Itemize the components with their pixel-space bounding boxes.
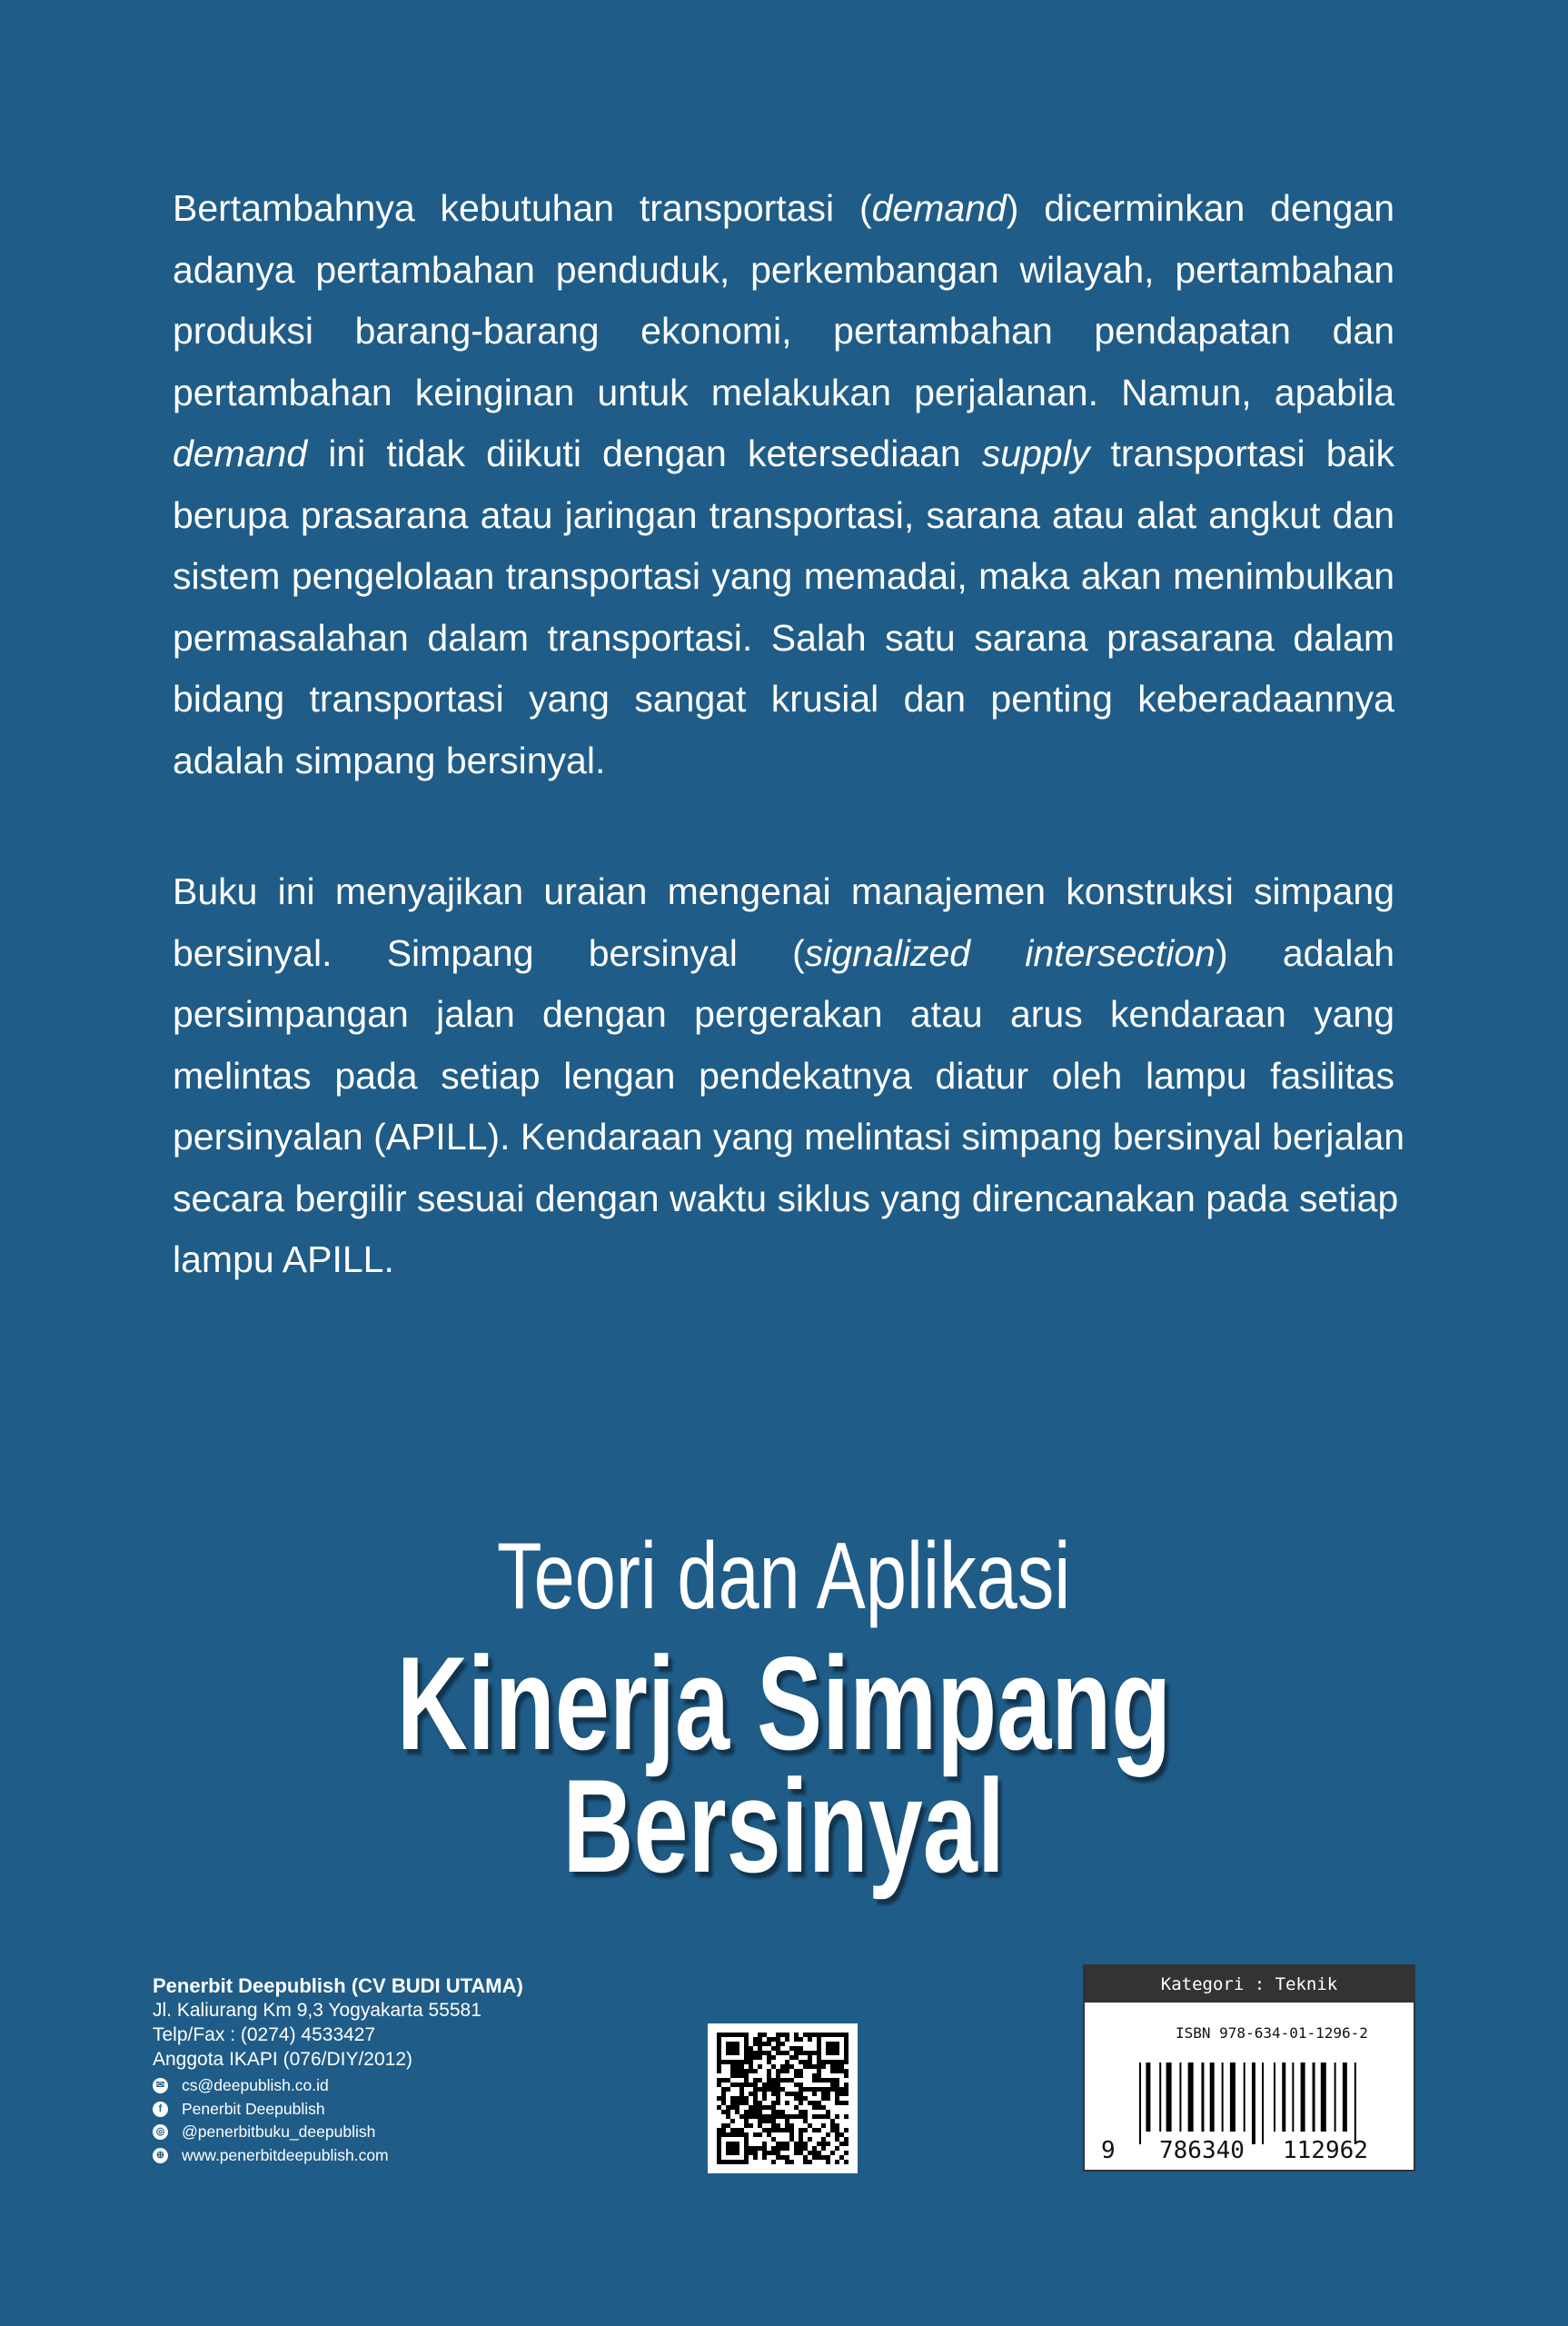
- blurb-line: [173, 1046, 1394, 1108]
- blurb-paragraph-1: [173, 178, 1394, 791]
- barcode-bar: [1343, 2063, 1347, 2132]
- blurb-line: [173, 608, 1394, 670]
- facebook-icon: f: [153, 2102, 168, 2117]
- text-segment: produksi barang-barang ekonomi, pertambahan pendapatan dan: [173, 310, 1394, 352]
- contact-text: cs@deepublish.co.id: [182, 2076, 329, 2095]
- isbn-barcode-box: [1083, 1964, 1415, 2172]
- blurb-line: [173, 984, 1394, 1046]
- text-segment: bersinyal. Simpang bersinyal (: [173, 931, 805, 974]
- barcode-digits-left: 786340: [1159, 2137, 1245, 2164]
- barcode-bar: [1201, 2063, 1204, 2132]
- text-segment: Bertambahnya kebutuhan transportasi (: [173, 187, 872, 229]
- blurb-line: [173, 301, 1394, 363]
- italic-term: demand: [173, 432, 308, 474]
- category-label: Kategori : Teknik: [1085, 1966, 1414, 2003]
- barcode-bar: [1230, 2063, 1236, 2132]
- barcode-bar: [1188, 2063, 1194, 2132]
- email-icon: ✉: [153, 2078, 168, 2093]
- barcode-bar: [1301, 2063, 1305, 2132]
- italic-term: supply: [981, 432, 1090, 474]
- publisher-name: Penerbit Deepublish (CV BUDI UTAMA): [153, 1974, 523, 1997]
- text-segment: ini tidak diikuti dengan ketersediaan: [307, 432, 982, 474]
- italic-term: demand: [871, 187, 1007, 229]
- text-segment: adalah simpang bersinyal.: [173, 739, 606, 781]
- barcode-bar: [1222, 2063, 1224, 2132]
- barcode-bar: [1282, 2063, 1285, 2132]
- instagram-icon: ◎: [153, 2124, 168, 2140]
- publisher-address: Jl. Kaliurang Km 9,3 Yogyakarta 55581: [153, 2000, 481, 2021]
- globe-icon: ⊕: [153, 2148, 168, 2163]
- blurb-line: [173, 178, 1394, 240]
- text-segment: melintas pada setiap lengan pendekatnya diatur oleh lampu fasilitas: [173, 1054, 1394, 1097]
- barcode-bar: [1166, 2063, 1172, 2132]
- contact-item: [153, 2144, 523, 2168]
- book-title-line-2: Bersinyal: [562, 1752, 1006, 1900]
- blurb-line: [173, 1229, 1394, 1291]
- publisher-info: [153, 1973, 523, 2167]
- barcode-bar: [1159, 2063, 1161, 2132]
- isbn-text: ISBN 978-634-01-1296-2: [1176, 2024, 1368, 2042]
- blurb-line: [173, 363, 1394, 424]
- contact-text: www.penerbitdeepublish.com: [182, 2145, 389, 2164]
- barcode-bar: [1274, 2063, 1275, 2132]
- text-segment: Buku ini menyajikan uraian mengenai manajemen konstruksi simpang: [173, 870, 1394, 912]
- barcode-bar: [1292, 2063, 1294, 2132]
- barcode-digit-first: 9: [1101, 2137, 1116, 2164]
- barcode-bar: [1139, 2063, 1141, 2144]
- blurb-line: [173, 546, 1394, 608]
- contact-item: [153, 2121, 523, 2144]
- publisher-ikapi: Anggota IKAPI (076/DIY/2012): [153, 2049, 413, 2070]
- blurb-line: [173, 861, 1394, 923]
- blurb-line: [173, 1107, 1405, 1168]
- text-segment: pertambahan keinginan untuk melakukan perjalanan. Namun, apabila: [173, 371, 1394, 413]
- barcode-bar: [1244, 2063, 1245, 2132]
- barcode-bar: [1146, 2063, 1150, 2132]
- contact-text: @penerbitbuku_deepublish: [182, 2122, 376, 2142]
- blurb-line: [173, 669, 1394, 731]
- italic-term: signalized intersection: [804, 931, 1216, 974]
- publisher-phone: Telp/Fax : (0274) 4533427: [153, 2024, 376, 2045]
- text-segment: sistem pengelolaan transportasi yang memadai, maka akan menimbulkan: [173, 555, 1394, 597]
- text-segment: persimpangan jalan dengan pergerakan atau arus kendaraan yang: [173, 993, 1394, 1035]
- blurb-line: [173, 485, 1394, 547]
- barcode-bar: [1321, 2063, 1326, 2132]
- contact-text: Penerbit Deepublish: [182, 2099, 325, 2118]
- contact-item: [153, 2074, 523, 2098]
- book-title-line-1: Kinerja Simpang: [396, 1629, 1172, 1777]
- qr-code: [708, 2023, 858, 2173]
- text-segment: ) adalah: [1215, 931, 1394, 974]
- barcode-bar: [1335, 2063, 1336, 2132]
- barcode-bar: [1355, 2063, 1356, 2144]
- text-segment: bidang transportasi yang sangat krusial dan penting keberadaannya: [173, 678, 1394, 720]
- blurb-line: [173, 731, 1394, 792]
- text-segment: secara bergilir sesuai dengan waktu siklus yang direncanakan pada setiap: [173, 1177, 1399, 1219]
- barcode-bar: [1262, 2063, 1264, 2144]
- text-segment: persinyalan (APILL). Kendaraan yang melintasi simpang bersinyal berjalan: [173, 1116, 1405, 1158]
- blurb-line: [173, 1168, 1399, 1230]
- blurb-line: [173, 240, 1394, 302]
- book-subtitle: Teori dan Aplikasi: [497, 1524, 1071, 1629]
- barcode-bar: [1252, 2063, 1255, 2144]
- contact-item: [153, 2098, 523, 2122]
- barcode-bar: [1313, 2063, 1315, 2132]
- text-segment: adanya pertambahan penduduk, perkembangan wilayah, pertambahan: [173, 248, 1394, 291]
- blurb-paragraph-2: [173, 861, 1405, 1291]
- text-segment: lampu APILL.: [173, 1238, 394, 1280]
- text-segment: ) dicerminkan dengan: [1006, 187, 1394, 229]
- barcode-digits-right: 112962: [1283, 2137, 1368, 2164]
- blurb-line: [173, 923, 1394, 985]
- text-segment: berupa prasarana atau jaringan transportasi, sarana atau alat angkut dan: [173, 493, 1394, 536]
- barcode-bar: [1179, 2063, 1181, 2132]
- text-segment: permasalahan dalam transportasi. Salah satu sarana prasarana dalam: [173, 616, 1394, 659]
- barcode-bar: [1210, 2063, 1215, 2132]
- text-segment: transportasi baik: [1089, 432, 1394, 474]
- blurb-line: [173, 423, 1394, 485]
